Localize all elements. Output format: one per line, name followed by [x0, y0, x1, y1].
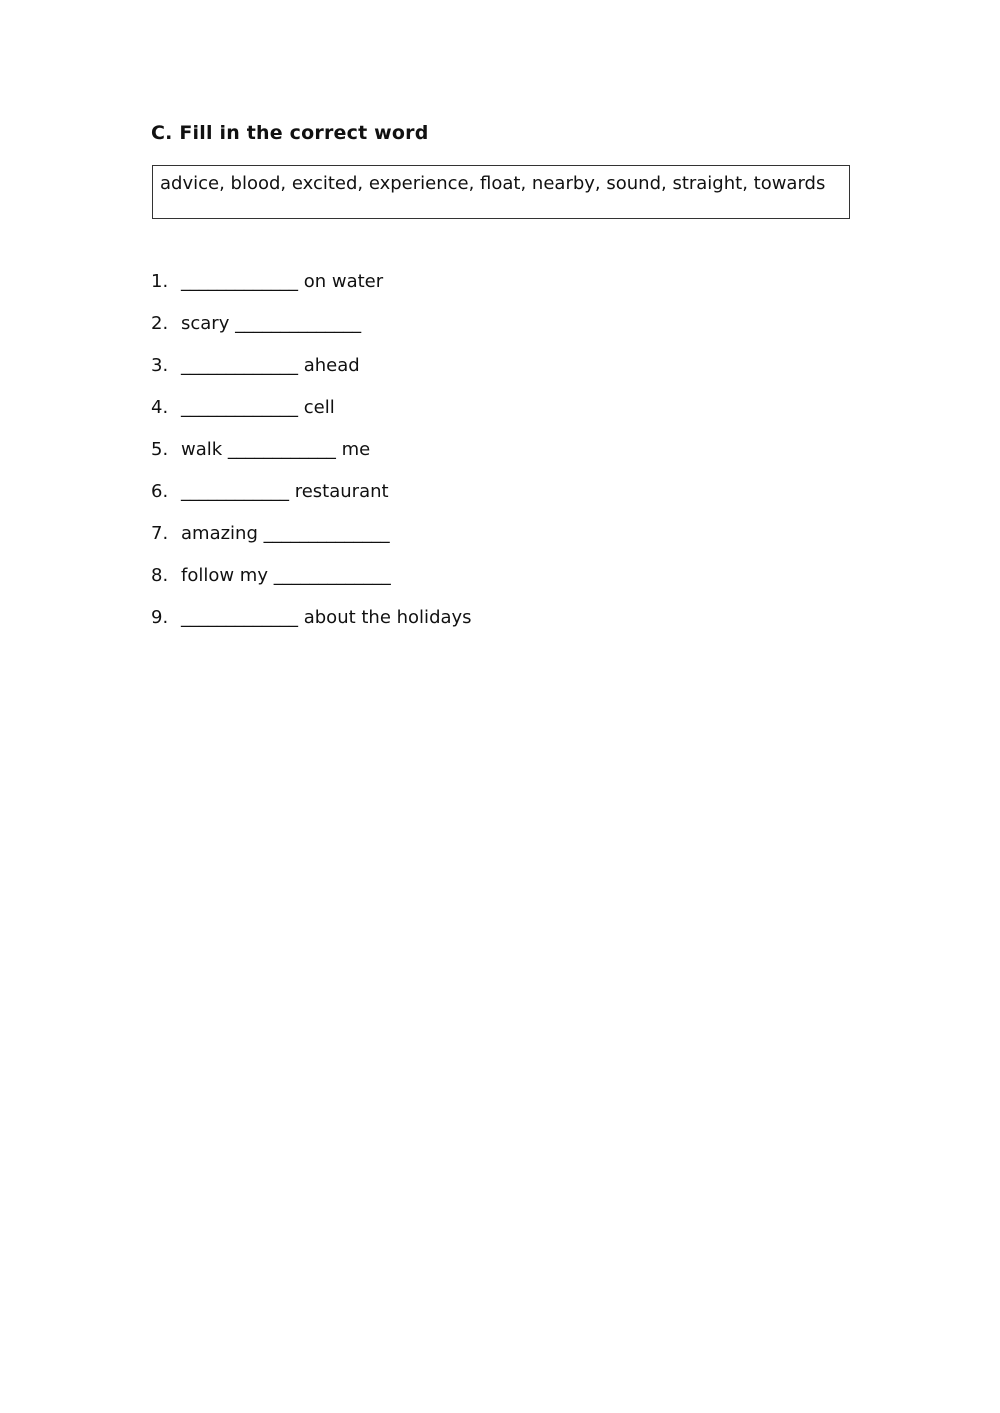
item-number: 8.	[151, 565, 169, 586]
item-number: 4.	[151, 397, 169, 418]
item-text: _____________ on water	[181, 271, 384, 292]
section-heading: C. Fill in the correct word	[151, 122, 429, 144]
item-number: 9.	[151, 607, 169, 628]
item-number: 6.	[151, 481, 169, 502]
item-text: follow my _____________	[181, 565, 391, 586]
item-number: 3.	[151, 355, 169, 376]
item-number: 5.	[151, 439, 169, 460]
item-number: 7.	[151, 523, 169, 544]
item-number: 2.	[151, 313, 169, 334]
item-text: walk ____________ me	[181, 439, 371, 460]
item-text: _____________ ahead	[181, 355, 360, 376]
item-number: 1.	[151, 271, 169, 292]
item-text: _____________ about the holidays	[181, 607, 472, 628]
item-text: _____________ cell	[181, 397, 335, 418]
item-text: scary ______________	[181, 313, 362, 334]
item-text: ____________ restaurant	[181, 481, 389, 502]
word-bank-box: advice, blood, excited, experience, float, nearby, sound, straight, towards	[152, 165, 850, 219]
item-text: amazing ______________	[181, 523, 390, 544]
